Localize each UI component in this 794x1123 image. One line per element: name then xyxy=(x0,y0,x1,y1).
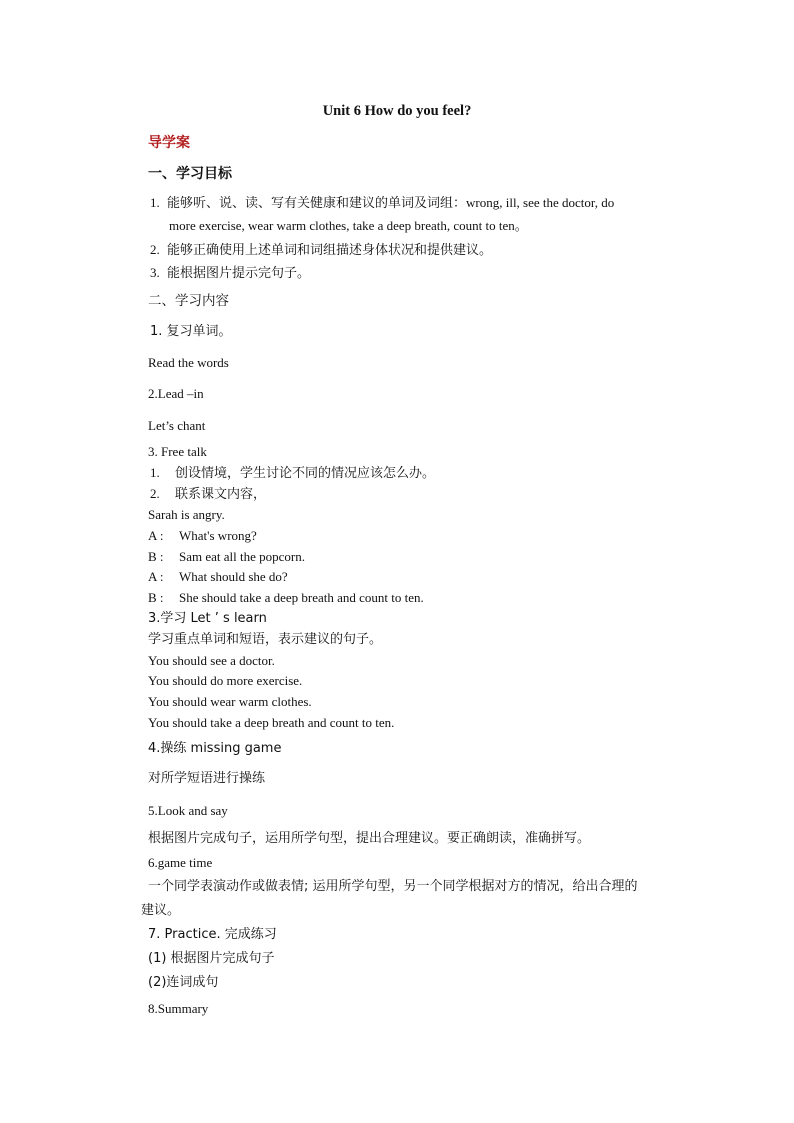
step-3b: 3.学习 Let ’ s learn xyxy=(148,611,267,626)
objective-1-text: 能够听、说、读、写有关健康和建议的单词及词组：wrong, ill, see the doctor, do xyxy=(167,195,615,210)
dialog-line xyxy=(148,549,305,565)
sarah-line: Sarah is angry. xyxy=(148,507,225,522)
step-3-item-2-text: 联系课文内容， xyxy=(175,487,267,502)
step-5-sub: 根据图片完成句子，运用所学句型，提出合理建议。要正确朗读，准确拼写。 xyxy=(148,831,591,846)
advice-sentence: You should see a doctor. xyxy=(148,653,275,668)
step-1: 1. 复习单词。 xyxy=(150,324,232,339)
objective-3-text: 能根据图片提示完句子。 xyxy=(167,266,311,281)
section2-heading: 二、学习内容 xyxy=(148,293,229,309)
objective-2-text: 能够正确使用上述单词和词组描述身体状况和提供建议。 xyxy=(167,243,493,258)
objective-3 xyxy=(150,265,310,282)
objective-2 xyxy=(150,242,492,259)
step-3-item-1-number: 1. xyxy=(150,465,160,480)
step-3-item-1-text: 创设情境，学生讨论不同的情况应该怎么办。 xyxy=(175,466,436,481)
step-8: 8.Summary xyxy=(148,1001,209,1016)
step-5: 5.Look and say xyxy=(148,803,228,818)
dialog-speaker: B : xyxy=(148,549,164,564)
objective-1-number: 1. xyxy=(150,195,160,210)
page-title: Unit 6 How do you feel? xyxy=(322,103,472,119)
step-4-sub: 对所学短语进行操练 xyxy=(148,771,266,786)
step-2: 2.Lead –in xyxy=(148,386,204,401)
dialog-line xyxy=(148,569,288,585)
step-7-item-2: (2)连词成句 xyxy=(148,975,219,990)
dialog-speaker: B : xyxy=(148,590,164,605)
advice-sentence: You should do more exercise. xyxy=(148,673,303,688)
step-7: 7. Practice. 完成练习 xyxy=(148,927,277,942)
objective-1-continued: more exercise, wear warm clothes, take a deep breath, count to ten。 xyxy=(169,218,528,233)
dialog-text: What should she do? xyxy=(179,569,288,584)
guide-heading: 导学案 xyxy=(148,135,190,151)
step-6-sub-continued: 建议。 xyxy=(141,903,181,918)
dialog-speaker: A : xyxy=(148,569,164,584)
step-3-item-2-number: 2. xyxy=(150,486,160,501)
dialog-text: She should take a deep breath and count to ten. xyxy=(179,590,424,605)
step-7-item-1: (1) 根据图片完成句子 xyxy=(148,951,275,966)
step-2-sub: Let’s chant xyxy=(148,418,206,433)
dialog-line xyxy=(148,590,424,606)
dialog-text: Sam eat all the popcorn. xyxy=(179,549,305,564)
objective-3-number: 3. xyxy=(150,265,160,280)
objective-2-number: 2. xyxy=(150,242,160,257)
step-6: 6.game time xyxy=(148,855,213,870)
step-4: 4.操练 missing game xyxy=(148,741,282,756)
step-3b-sub: 学习重点单词和短语，表示建议的句子。 xyxy=(148,632,383,647)
step-6-sub: 一个同学表演动作或做表情; 运用所学句型，另一个同学根据对方的情况，给出合理的 xyxy=(148,879,638,894)
step-3-item-1 xyxy=(150,465,435,482)
dialog-speaker: A : xyxy=(148,528,164,543)
dialog-line xyxy=(148,528,257,544)
section1-heading: 一、学习目标 xyxy=(148,166,232,182)
objective-1 xyxy=(150,195,614,211)
dialog-text: What's wrong? xyxy=(179,528,257,543)
advice-sentence: You should wear warm clothes. xyxy=(148,694,312,709)
step-3: 3. Free talk xyxy=(148,444,207,459)
advice-sentence: You should take a deep breath and count to ten. xyxy=(148,715,395,730)
step-1-sub: Read the words xyxy=(148,355,229,370)
step-3-item-2 xyxy=(150,486,266,503)
